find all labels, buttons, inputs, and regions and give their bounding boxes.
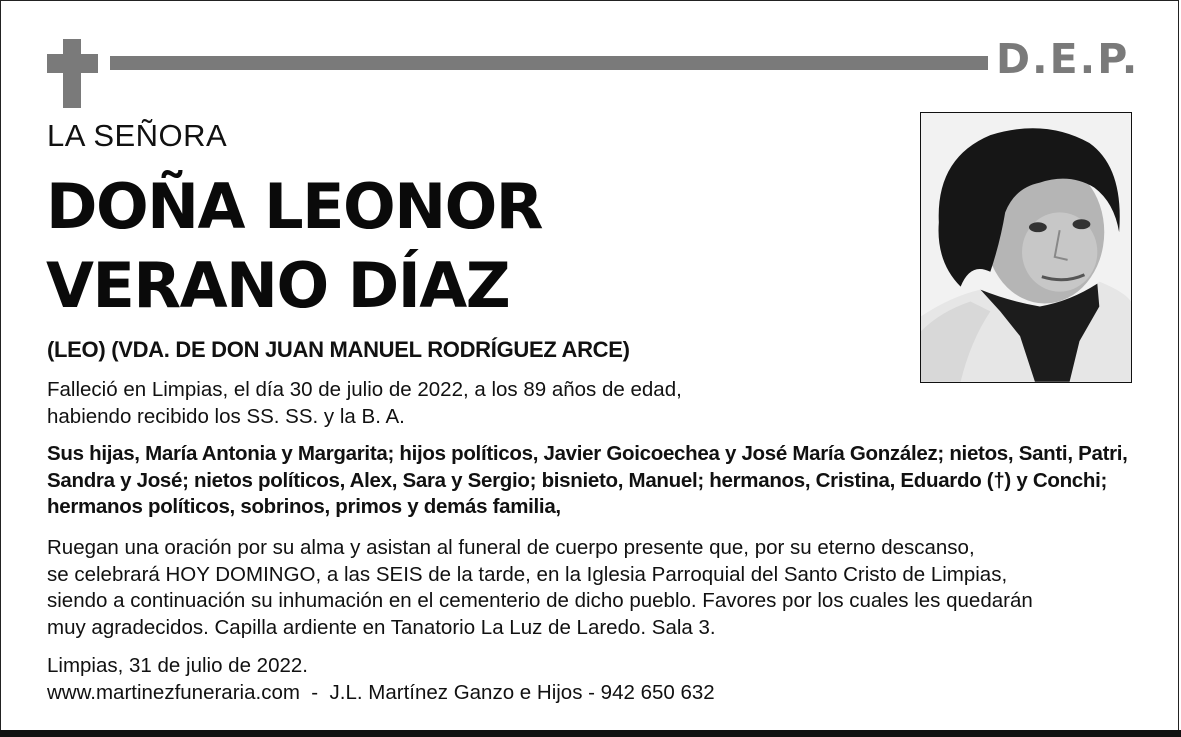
place-date: Limpias, 31 de julio de 2022. bbox=[47, 654, 308, 677]
deceased-name-line1: DOÑA LEONOR bbox=[46, 170, 543, 243]
honorific-label: LA SEÑORA bbox=[47, 118, 228, 153]
death-notice bbox=[47, 377, 807, 430]
funeral-request-line4: muy agradecidos. Capilla ardiente en Tanatorio La Luz de Laredo. Sala 3. bbox=[47, 615, 716, 639]
deceased-subtitle: (LEO) (VDA. DE DON JUAN MANUEL RODRÍGUEZ ARCE) bbox=[47, 337, 630, 362]
deceased-name-line2: VERANO DÍAZ bbox=[46, 249, 510, 322]
death-notice-line2: habiendo recibido los SS. SS. y la B. A. bbox=[47, 404, 405, 428]
funeral-home-footer: www.martinezfuneraria.com - J.L. Martínez Ganzo e Hijos - 942 650 632 bbox=[47, 681, 715, 704]
cross-icon bbox=[63, 39, 81, 108]
bottom-rule bbox=[0, 730, 1181, 737]
funeral-request bbox=[47, 535, 1157, 641]
header-rule bbox=[110, 56, 988, 70]
portrait-photo bbox=[920, 112, 1132, 383]
cross-icon-bar bbox=[47, 54, 98, 73]
funeral-request-line3: siendo a continuación su inhumación en el cementerio de dicho pueblo. Favores por los cuales les quedarán bbox=[47, 589, 1033, 612]
family-list: Sus hijas, María Antonia y Margarita; hijos políticos, Javier Goicoechea y José María González; nietos, Santi, Patri, Sandra y José; nietos políticos, Alex, Sara y Sergio; bisnieto, Manuel; hermanos, Cristina, Eduardo (†) y Conchi; hermanos políticos, sobrinos, primos y demás familia, bbox=[47, 442, 1128, 518]
dep-heading: D.E.P. bbox=[996, 35, 1140, 83]
death-notice-line1: Falleció en Limpias, el día 30 de julio de 2022, a los 89 años de edad, bbox=[47, 378, 682, 401]
funeral-request-line2: se celebrará HOY DOMINGO, a las SEIS de la tarde, en la Iglesia Parroquial del Santo Cristo de Limpias, bbox=[47, 562, 1008, 586]
portrait-photo-icon bbox=[921, 113, 1131, 382]
funeral-request-line1: Ruegan una oración por su alma y asistan al funeral de cuerpo presente que, por su eterno descanso, bbox=[47, 536, 975, 559]
